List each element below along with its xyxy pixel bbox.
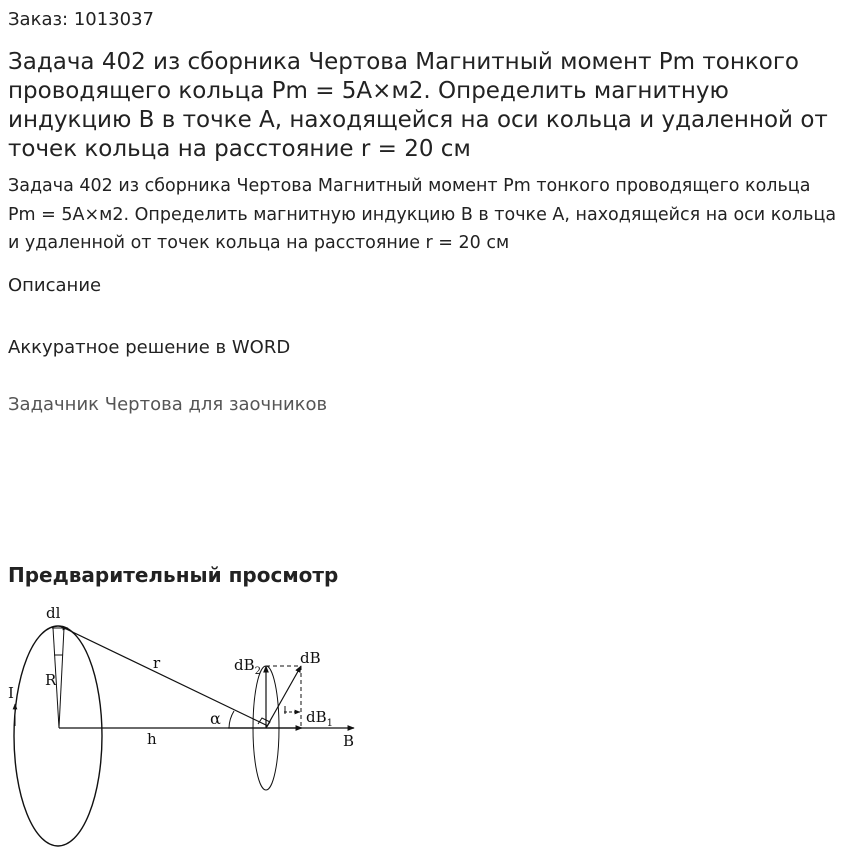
current-ring	[14, 626, 102, 846]
label-r: r	[153, 654, 161, 672]
label-dB1: $dB_1$	[306, 708, 333, 729]
label-h: h	[147, 730, 157, 748]
ring-field-diagram	[8, 600, 368, 850]
label-dB: dB	[300, 649, 321, 667]
label-alpha: α	[210, 709, 221, 728]
radius-line-2	[59, 628, 64, 728]
product-title: Задача 402 из сборника Чертова Магнитный момент Pm тонкого проводящего кольца Pm = 5А×м2. Определить магнитную индукцию В в точке А, находящейся на оси кольца и удаленной от точек кольца на расстояние r = 20 см	[8, 49, 828, 162]
label-B: B	[343, 732, 355, 750]
label-dl: dl	[46, 604, 61, 622]
description-section-label: Описание	[8, 275, 102, 296]
solution-format-note: Аккуратное решение в WORD	[8, 337, 291, 358]
preview-heading: Предварительный просмотр	[8, 563, 339, 587]
problem-book-link[interactable]: Задачник Чертова для заочников	[8, 394, 328, 415]
label-dB2: $dB_2$	[234, 656, 261, 677]
label-I: I	[8, 684, 14, 702]
alpha-arc	[229, 711, 234, 728]
dB-arrow	[266, 666, 301, 728]
distance-line	[60, 626, 268, 726]
product-description: Задача 402 из сборника Чертова Магнитный момент Pm тонкого проводящего кольца Pm = 5А×м2. Определить магнитную индукцию В в точке А, находящейся на оси кольца и удаленной от точек кольца на расстояние r = 20 см	[8, 176, 837, 253]
order-number: Заказ: 1013037	[8, 9, 154, 30]
preview-image	[8, 600, 368, 850]
label-R: R	[45, 671, 57, 689]
